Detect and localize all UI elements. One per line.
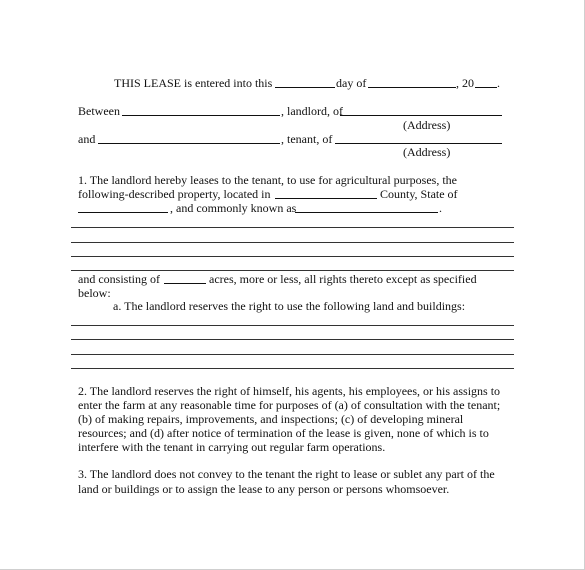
lease-intro-text: THIS LEASE is entered into this bbox=[114, 76, 273, 90]
tenant-name-blank[interactable] bbox=[98, 143, 280, 144]
section3-line: land or buildings or to assign the lease to any person or persons whomsoever. bbox=[78, 482, 450, 496]
section1-line2-start: following-described property, located in bbox=[78, 187, 271, 201]
landlord-name-blank[interactable] bbox=[122, 115, 280, 116]
section1-line2-end: County, State of bbox=[380, 187, 458, 201]
landlord-of-text: , landlord, of bbox=[281, 104, 343, 118]
section3-line: 3. The landlord does not convey to the tenant the right to lease or sublet any part of the bbox=[78, 467, 495, 481]
month-blank[interactable] bbox=[368, 87, 456, 88]
year-prefix-text: , 20 bbox=[456, 76, 474, 90]
section2-line: (b) of making repairs, improvements, and inspections; (c) of developing mineral bbox=[78, 412, 464, 426]
and-label: and bbox=[78, 132, 96, 146]
reserved-land-line[interactable] bbox=[71, 368, 514, 369]
known-as-blank[interactable] bbox=[295, 212, 438, 213]
tenant-of-text: , tenant, of bbox=[281, 132, 333, 146]
day-of-text: day of bbox=[336, 76, 367, 90]
acres-suffix-text: acres, more or less, all rights thereto except as specified bbox=[209, 272, 477, 286]
year-blank[interactable] bbox=[475, 87, 497, 88]
day-blank[interactable] bbox=[275, 87, 335, 88]
property-description-line[interactable] bbox=[71, 270, 514, 271]
landlord-address-label: (Address) bbox=[403, 118, 451, 132]
property-description-line[interactable] bbox=[71, 256, 514, 257]
reserved-land-line[interactable] bbox=[71, 339, 514, 340]
section1-line3-period: . bbox=[439, 201, 442, 215]
state-blank[interactable] bbox=[78, 212, 168, 213]
tenant-address-label: (Address) bbox=[403, 145, 451, 159]
below-text: below: bbox=[78, 286, 111, 300]
tenant-address-blank[interactable] bbox=[335, 143, 502, 144]
year-suffix-text: . bbox=[497, 76, 500, 90]
section2-line: interfere with the tenant in carrying out regular farm operations. bbox=[78, 440, 386, 454]
acres-prefix-text: and consisting of bbox=[78, 272, 160, 286]
county-blank[interactable] bbox=[275, 198, 377, 199]
acres-blank[interactable] bbox=[164, 283, 206, 284]
property-description-line[interactable] bbox=[71, 227, 514, 228]
reserved-land-line[interactable] bbox=[71, 354, 514, 355]
section1-line1: 1. The landlord hereby leases to the tenant, to use for agricultural purposes, the bbox=[78, 173, 457, 187]
landlord-address-blank[interactable] bbox=[340, 115, 502, 116]
between-label: Between bbox=[78, 104, 120, 118]
reserved-land-line[interactable] bbox=[71, 325, 514, 326]
section1-line3-end: , and commonly known as bbox=[170, 201, 297, 215]
property-description-line[interactable] bbox=[71, 242, 514, 243]
section1-item-a: a. The landlord reserves the right to use the following land and buildings: bbox=[113, 299, 466, 313]
section2-line: 2. The landlord reserves the right of himself, his agents, his employees, or his assigns to bbox=[78, 384, 501, 398]
section2-line: enter the farm at any reasonable time for purposes of (a) of consultation with the tenant; bbox=[78, 398, 501, 412]
section2-line: resources; and (d) after notice of termination of the lease is given, none of which is to bbox=[78, 426, 489, 440]
